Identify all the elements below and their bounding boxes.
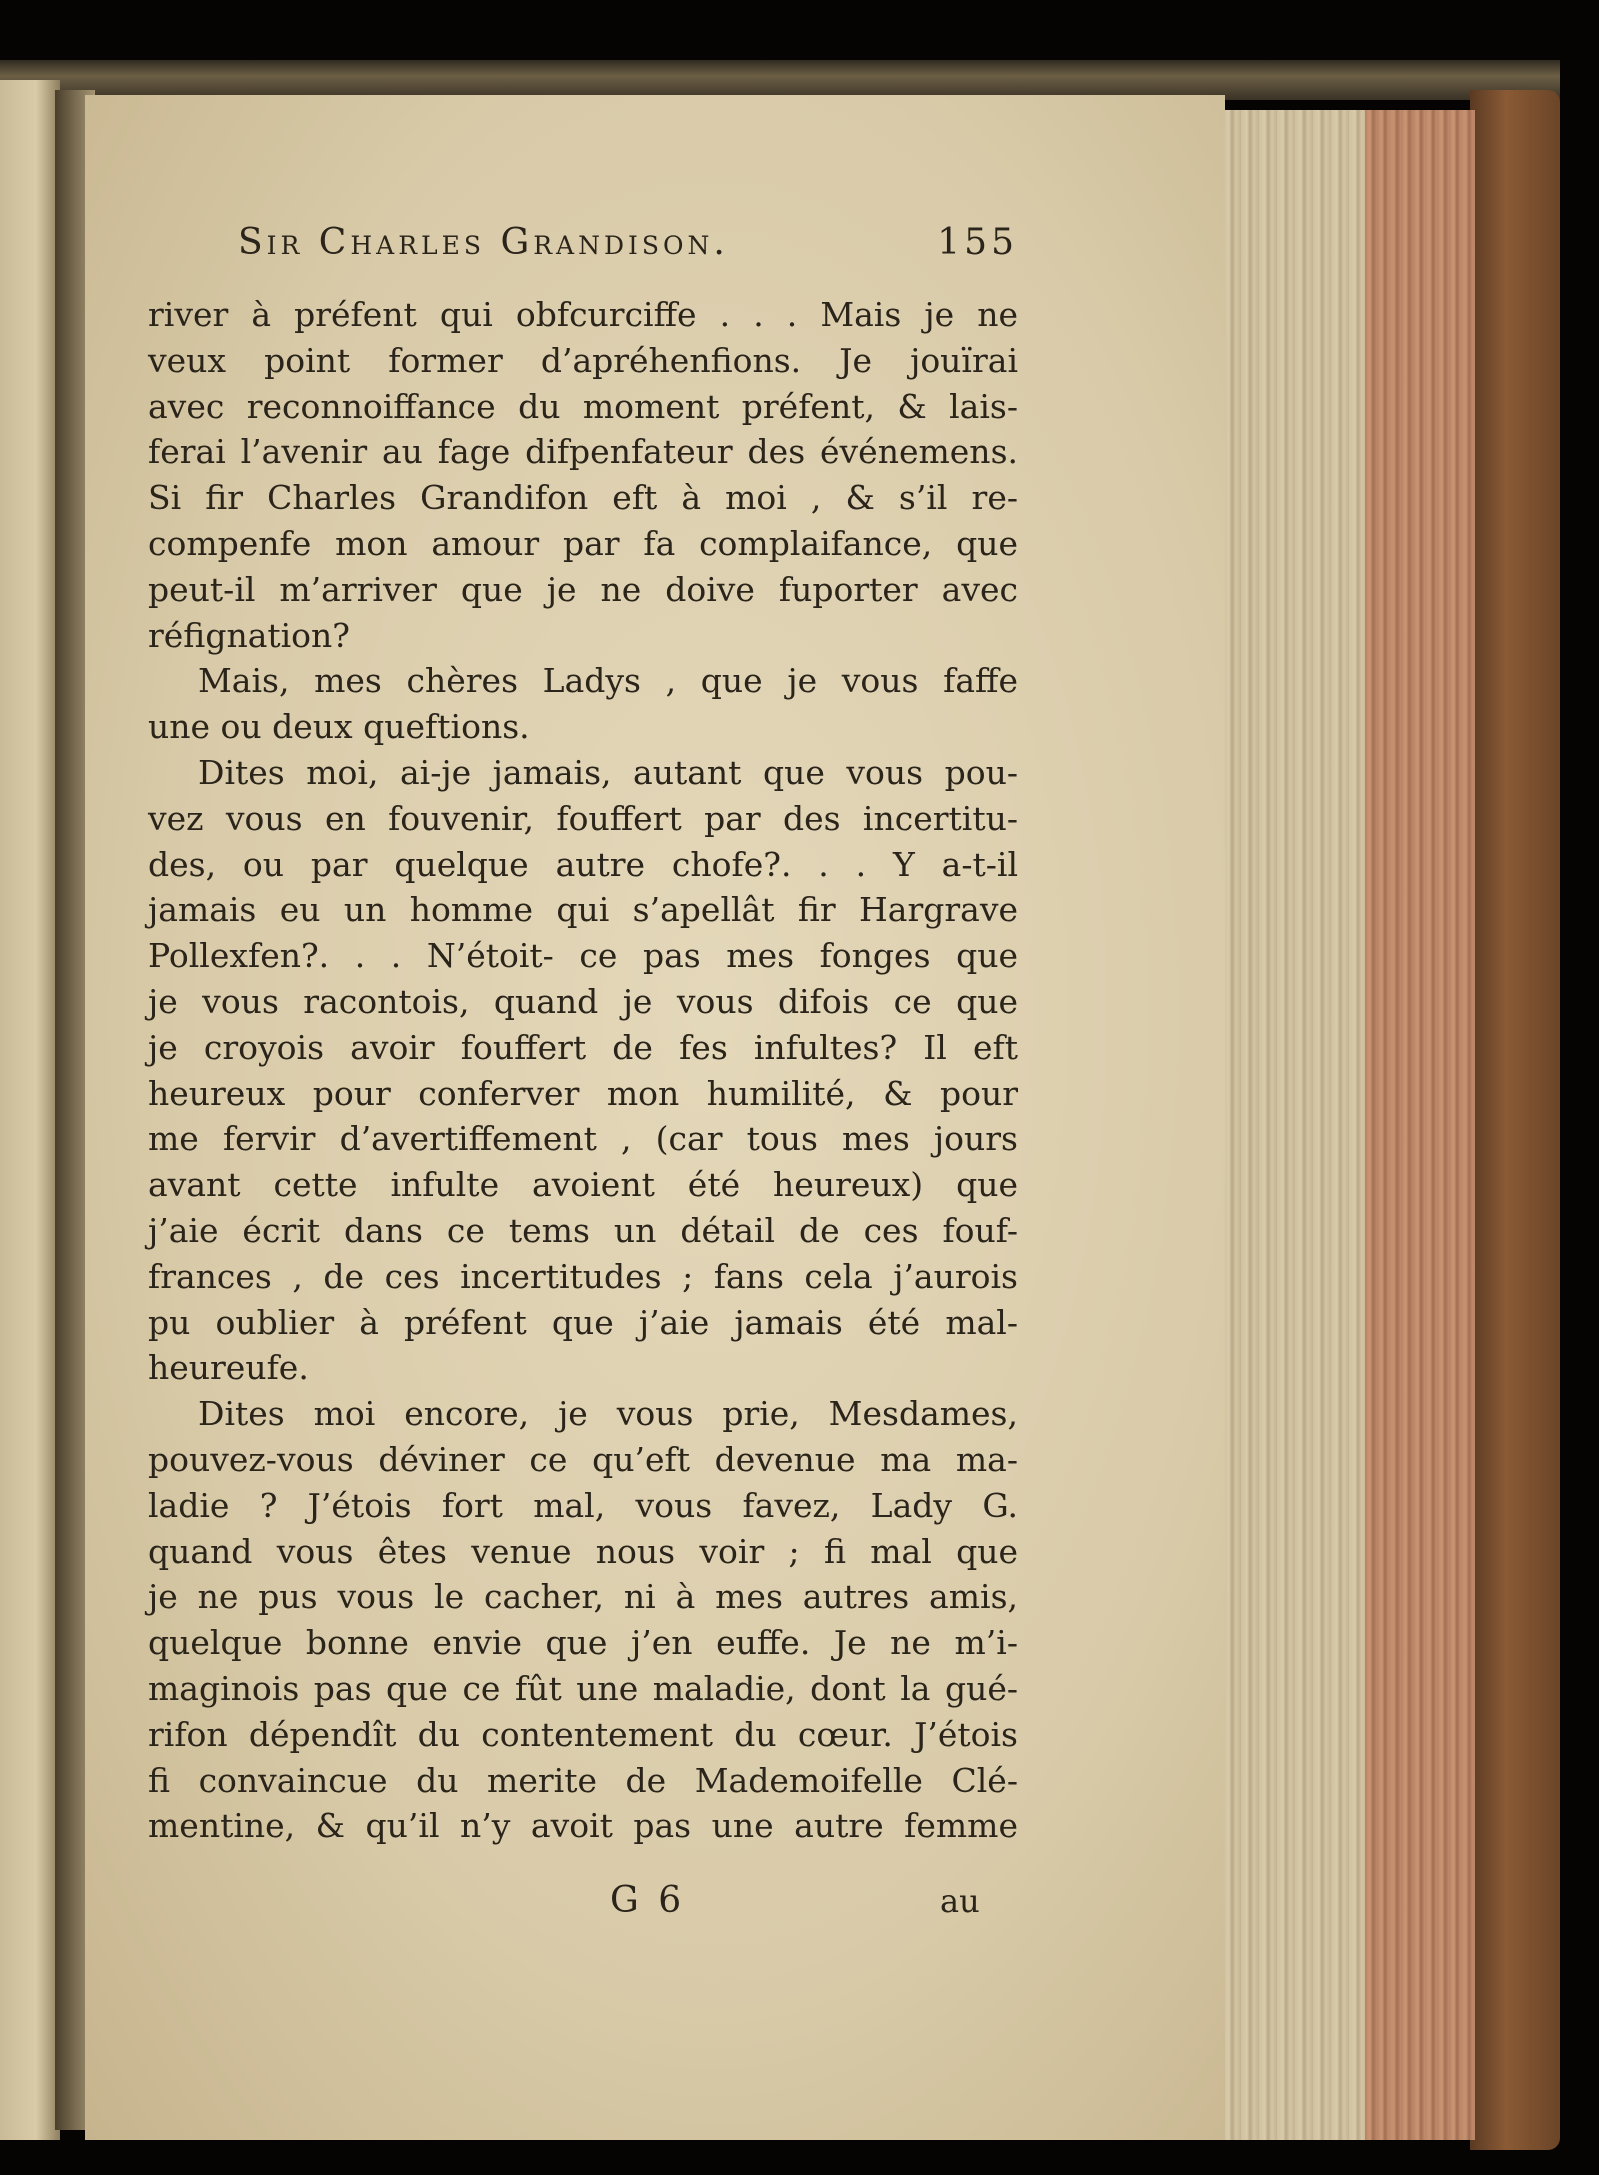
text-line: me fervir d’avertiffement , (car tous mes jours [148,1119,1018,1159]
book-cover-board [1470,90,1560,2150]
text-line: fi convaincue du merite de Mademoifelle Clé- [148,1760,1018,1800]
text-line: rifon dépendît du contentement du cœur. J’étois [148,1714,1018,1754]
catchword: au [940,1882,980,1920]
text-line: frances , de ces incertitudes ; fans cela j’aurois [148,1256,1018,1296]
text-line: river à préfent qui obfcurciffe . . . Mais je ne [148,295,1018,334]
text-line: heureufe. [148,1348,309,1388]
text-line: des, ou par quelque autre chofe?. . . Y a-t-il [148,844,1018,884]
page-body-text [148,292,1018,1849]
text-line: quand vous êtes venue nous voir ; fi mal que [148,1531,1018,1571]
page-number: 155 [937,222,1018,263]
text-line: je ne pus vous le cacher, ni à mes autres amis, [148,1577,1018,1617]
text-line: heureux pour conferver mon humilité, & pour [148,1073,1018,1113]
text-line: ladie ? J’étois fort mal, vous favez, Lady G. [148,1485,1018,1525]
text-line: Mais, mes chères Ladys , que je vous faffe [198,661,1018,701]
facing-page-edge [0,80,60,2140]
text-line: compenfe mon amour par fa complaifance, que [148,523,1018,563]
running-head [238,222,1018,272]
running-head-title: Sir Charles Grandison. [238,222,729,263]
text-line: avant cette infulte avoient été heureux) que [148,1165,1018,1205]
text-line: peut-il m’arriver que je ne doive fuporter avec [148,569,1018,609]
text-line: Pollexfen?. . . N’étoit- ce pas mes fonges que [148,936,1018,976]
text-line: vez vous en fouvenir, fouffert par des incertitu- [148,798,1018,838]
text-line: pu oublier à préfent que j’aie jamais été mal- [148,1302,1018,1342]
text-line: je croyois avoir fouffert de fes infultes? Il eft [148,1027,1018,1067]
text-line: une ou deux queftions. [148,707,530,747]
text-line: je vous racontois, quand je vous difois ce que [148,981,1018,1021]
text-line: réfignation? [148,615,350,655]
page-fore-edge-red [1365,110,1475,2140]
text-line: veux point former d’apréhenfions. Je jouïrai [148,340,1018,380]
text-line: quelque bonne envie que j’en euffe. Je ne m’i- [148,1623,1018,1663]
text-line: maginois pas que ce fût une maladie, dont la gué- [148,1668,1018,1708]
text-line: pouvez-vous déviner ce qu’eft devenue ma ma- [148,1439,1018,1479]
text-line: mentine, & qu’il n’y avoit pas une autre femme [148,1806,1018,1846]
text-line: Dites moi encore, je vous prie, Mesdames, [198,1394,1018,1434]
text-line: ferai l’avenir au fage difpenfateur des événemens. [148,432,1018,472]
signature-mark: G 6 [610,1880,686,1921]
text-line: Dites moi, ai-je jamais, autant que vous pou- [198,752,1018,792]
text-line: avec reconnoiffance du moment préfent, & lais- [148,386,1018,426]
text-line: jamais eu un homme qui s’apellât fir Hargrave [148,890,1018,930]
text-line: j’aie écrit dans ce tems un détail de ces fouf- [148,1210,1018,1250]
book-binding-top [0,60,1560,100]
text-line: Si fir Charles Grandifon eft à moi , & s’il re- [148,478,1018,518]
